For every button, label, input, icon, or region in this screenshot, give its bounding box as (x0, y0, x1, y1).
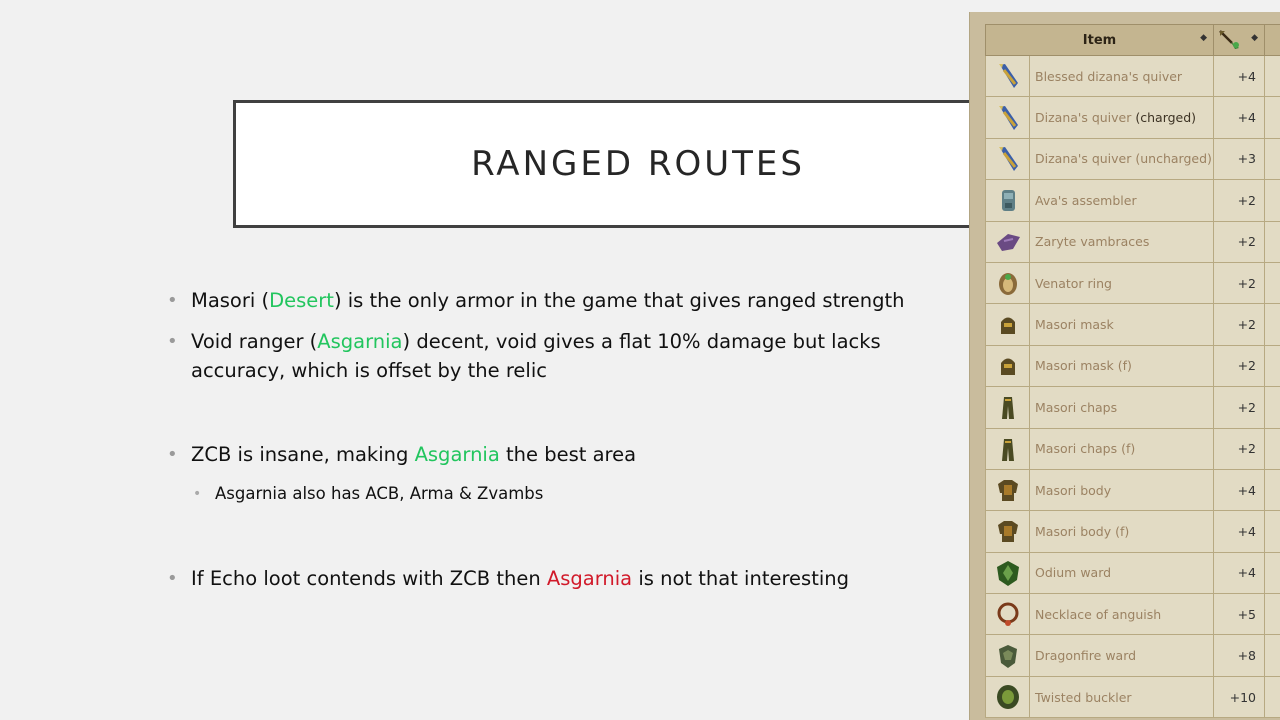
item-name-link[interactable]: Dizana's quiver (1035, 110, 1132, 126)
item-name-link[interactable]: Masori body (1035, 482, 1112, 498)
highlight-desert: Desert (269, 289, 334, 312)
ranged-strength-value: +2 (1214, 180, 1265, 221)
mask-icon (993, 310, 1023, 340)
dragon-icon (993, 641, 1023, 671)
table-row (986, 387, 1280, 428)
body-icon (993, 475, 1023, 505)
highlight-asgarnia: Asgarnia (414, 443, 500, 466)
item-icon-cell (986, 635, 1030, 676)
item-name-suffix: (charged) (1131, 110, 1197, 126)
item-icon-cell (986, 511, 1030, 552)
bullet-text: ZCB is insane, making (191, 443, 415, 466)
item-name-link[interactable]: Ava's assembler (1035, 192, 1137, 208)
highlight-asgarnia: Asgarnia (317, 330, 403, 353)
extra-cell (1265, 345, 1280, 386)
bullet-text: Void ranger ( (191, 330, 318, 353)
item-icon-cell (986, 304, 1030, 345)
ranged-strength-value: +10 (1214, 676, 1265, 717)
buckler-icon (993, 682, 1023, 712)
bullet-text: ) decent, void gives a flat 10% damage but lacks accuracy, which is offset by the relic (191, 330, 881, 382)
item-name-link[interactable]: Zaryte vambraces (1035, 234, 1150, 250)
table-row (986, 138, 1280, 179)
item-icon-cell (986, 262, 1030, 303)
item-name-link[interactable]: Blessed dizana's quiver (1035, 68, 1183, 84)
ranged-strength-value: +4 (1214, 511, 1265, 552)
bullet-text: Masori ( (191, 289, 270, 312)
item-table (985, 24, 1280, 718)
ranged-strength-value: +2 (1214, 345, 1265, 386)
item-name-link[interactable]: Venator ring (1035, 275, 1112, 291)
item-name-cell[interactable] (1030, 387, 1214, 428)
bullet-void (165, 327, 965, 385)
item-name-cell[interactable] (1030, 180, 1214, 221)
item-icon-cell (986, 676, 1030, 717)
table-row (986, 262, 1280, 303)
ranged-strength-icon (1217, 28, 1243, 52)
table-row (986, 469, 1280, 510)
item-name-link[interactable]: Dragonfire ward (1035, 648, 1137, 664)
slide-title: RANGED ROUTES (471, 144, 805, 184)
item-name-cell[interactable] (1030, 552, 1214, 593)
item-icon-cell (986, 138, 1030, 179)
item-name-cell[interactable] (1030, 262, 1214, 303)
assembler-icon (993, 185, 1023, 215)
extra-cell (1265, 552, 1280, 593)
extra-cell (1265, 387, 1280, 428)
item-name-cell[interactable] (1030, 635, 1214, 676)
column-header-extra (1265, 25, 1280, 56)
bullet-text: is not that interesting (632, 567, 850, 590)
vambraces-icon (993, 227, 1023, 257)
item-icon-cell (986, 56, 1030, 97)
ranged-strength-value: +4 (1214, 469, 1265, 510)
item-icon-cell (986, 428, 1030, 469)
sub-bullet-asgarnia (165, 481, 965, 507)
quiver-icon (993, 103, 1023, 133)
ranged-strength-value: +3 (1214, 138, 1265, 179)
table-body (986, 56, 1280, 718)
table-row (986, 97, 1280, 138)
chaps-icon (993, 392, 1023, 422)
table-row (986, 552, 1280, 593)
bullet-list (165, 286, 965, 593)
ranged-strength-value: +2 (1214, 387, 1265, 428)
item-name-link[interactable]: Masori mask (1035, 317, 1114, 333)
column-header-label: Item (1082, 32, 1117, 48)
item-name-link[interactable]: Dizana's quiver (uncharged) (1035, 151, 1212, 167)
body-icon (993, 516, 1023, 546)
item-icon-cell (986, 387, 1030, 428)
table-row (986, 180, 1280, 221)
ring-icon (993, 268, 1023, 298)
extra-cell (1265, 97, 1280, 138)
item-name-link[interactable]: Odium ward (1035, 565, 1112, 581)
item-icon-cell (986, 594, 1030, 635)
ranged-strength-value: +4 (1214, 56, 1265, 97)
bullet-masori (165, 286, 965, 315)
ranged-strength-value: +2 (1214, 304, 1265, 345)
ranged-strength-value: +2 (1214, 262, 1265, 303)
item-name-link[interactable]: Masori chaps (1035, 399, 1118, 415)
item-name-cell[interactable] (1030, 676, 1214, 717)
column-header-item[interactable] (986, 25, 1214, 56)
mask-icon (993, 351, 1023, 381)
bullet-text: ) is the only armor in the game that gives ranged strength (333, 289, 905, 312)
extra-cell (1265, 469, 1280, 510)
item-name-cell[interactable] (1030, 56, 1214, 97)
item-name-cell[interactable] (1030, 221, 1214, 262)
highlight-asgarnia-red: Asgarnia (546, 567, 633, 590)
ranged-strength-value: +4 (1214, 97, 1265, 138)
item-name-cell[interactable] (1030, 594, 1214, 635)
ward-icon (993, 558, 1023, 588)
quiver-icon (993, 61, 1023, 91)
extra-cell (1265, 262, 1280, 303)
table-row (986, 221, 1280, 262)
extra-cell (1265, 221, 1280, 262)
item-icon-cell (986, 221, 1030, 262)
extra-cell (1265, 635, 1280, 676)
extra-cell (1265, 56, 1280, 97)
table-row (986, 56, 1280, 97)
item-icon-cell (986, 180, 1030, 221)
table-row (986, 594, 1280, 635)
item-name-link[interactable]: Twisted buckler (1035, 689, 1132, 705)
ranged-strength-value: +8 (1214, 635, 1265, 676)
table-row (986, 428, 1280, 469)
title-box (233, 100, 1013, 228)
bullet-text: Asgarnia also has ACB, Arma & Zvambs (215, 484, 544, 503)
item-name-link[interactable]: Masori body (f) (1035, 523, 1130, 539)
table-row (986, 511, 1280, 552)
ranged-strength-value: +2 (1214, 221, 1265, 262)
bullet-zcb (165, 440, 965, 469)
ranged-strength-value: +2 (1214, 428, 1265, 469)
item-name-cell[interactable] (1030, 428, 1214, 469)
item-icon-cell (986, 552, 1030, 593)
item-name-cell[interactable] (1030, 97, 1214, 138)
item-name-cell[interactable] (1030, 345, 1214, 386)
table-header-row (986, 25, 1280, 56)
item-name-link[interactable]: Masori mask (f) (1035, 358, 1132, 374)
extra-cell (1265, 304, 1280, 345)
table-row (986, 635, 1280, 676)
bullet-text: the best area (499, 443, 637, 466)
sort-icon[interactable]: ◆ (1251, 33, 1258, 43)
bullet-text: If Echo loot contends with ZCB then (191, 567, 547, 590)
extra-cell (1265, 676, 1280, 717)
extra-cell (1265, 594, 1280, 635)
item-icon-cell (986, 469, 1030, 510)
necklace-icon (993, 599, 1023, 629)
item-name-link[interactable]: Masori chaps (f) (1035, 441, 1136, 457)
ranged-strength-value: +5 (1214, 594, 1265, 635)
table-row (986, 304, 1280, 345)
extra-cell (1265, 180, 1280, 221)
extra-cell (1265, 138, 1280, 179)
item-table-panel (969, 12, 1280, 720)
item-icon-cell (986, 345, 1030, 386)
quiver-icon (993, 144, 1023, 174)
item-name-cell[interactable] (1030, 304, 1214, 345)
table-row (986, 345, 1280, 386)
extra-cell (1265, 428, 1280, 469)
ranged-strength-value: +4 (1214, 552, 1265, 593)
table-row (986, 676, 1280, 717)
item-name-cell[interactable] (1030, 469, 1214, 510)
chaps-icon (993, 434, 1023, 464)
extra-cell (1265, 511, 1280, 552)
bullet-echo (165, 564, 965, 593)
item-icon-cell (986, 97, 1030, 138)
column-header-ranged-strength[interactable] (1214, 25, 1265, 56)
item-name-link[interactable]: Necklace of anguish (1035, 606, 1162, 622)
sort-icon[interactable]: ◆ (1200, 33, 1207, 43)
item-name-cell[interactable] (1030, 138, 1214, 179)
item-name-cell[interactable] (1030, 511, 1214, 552)
